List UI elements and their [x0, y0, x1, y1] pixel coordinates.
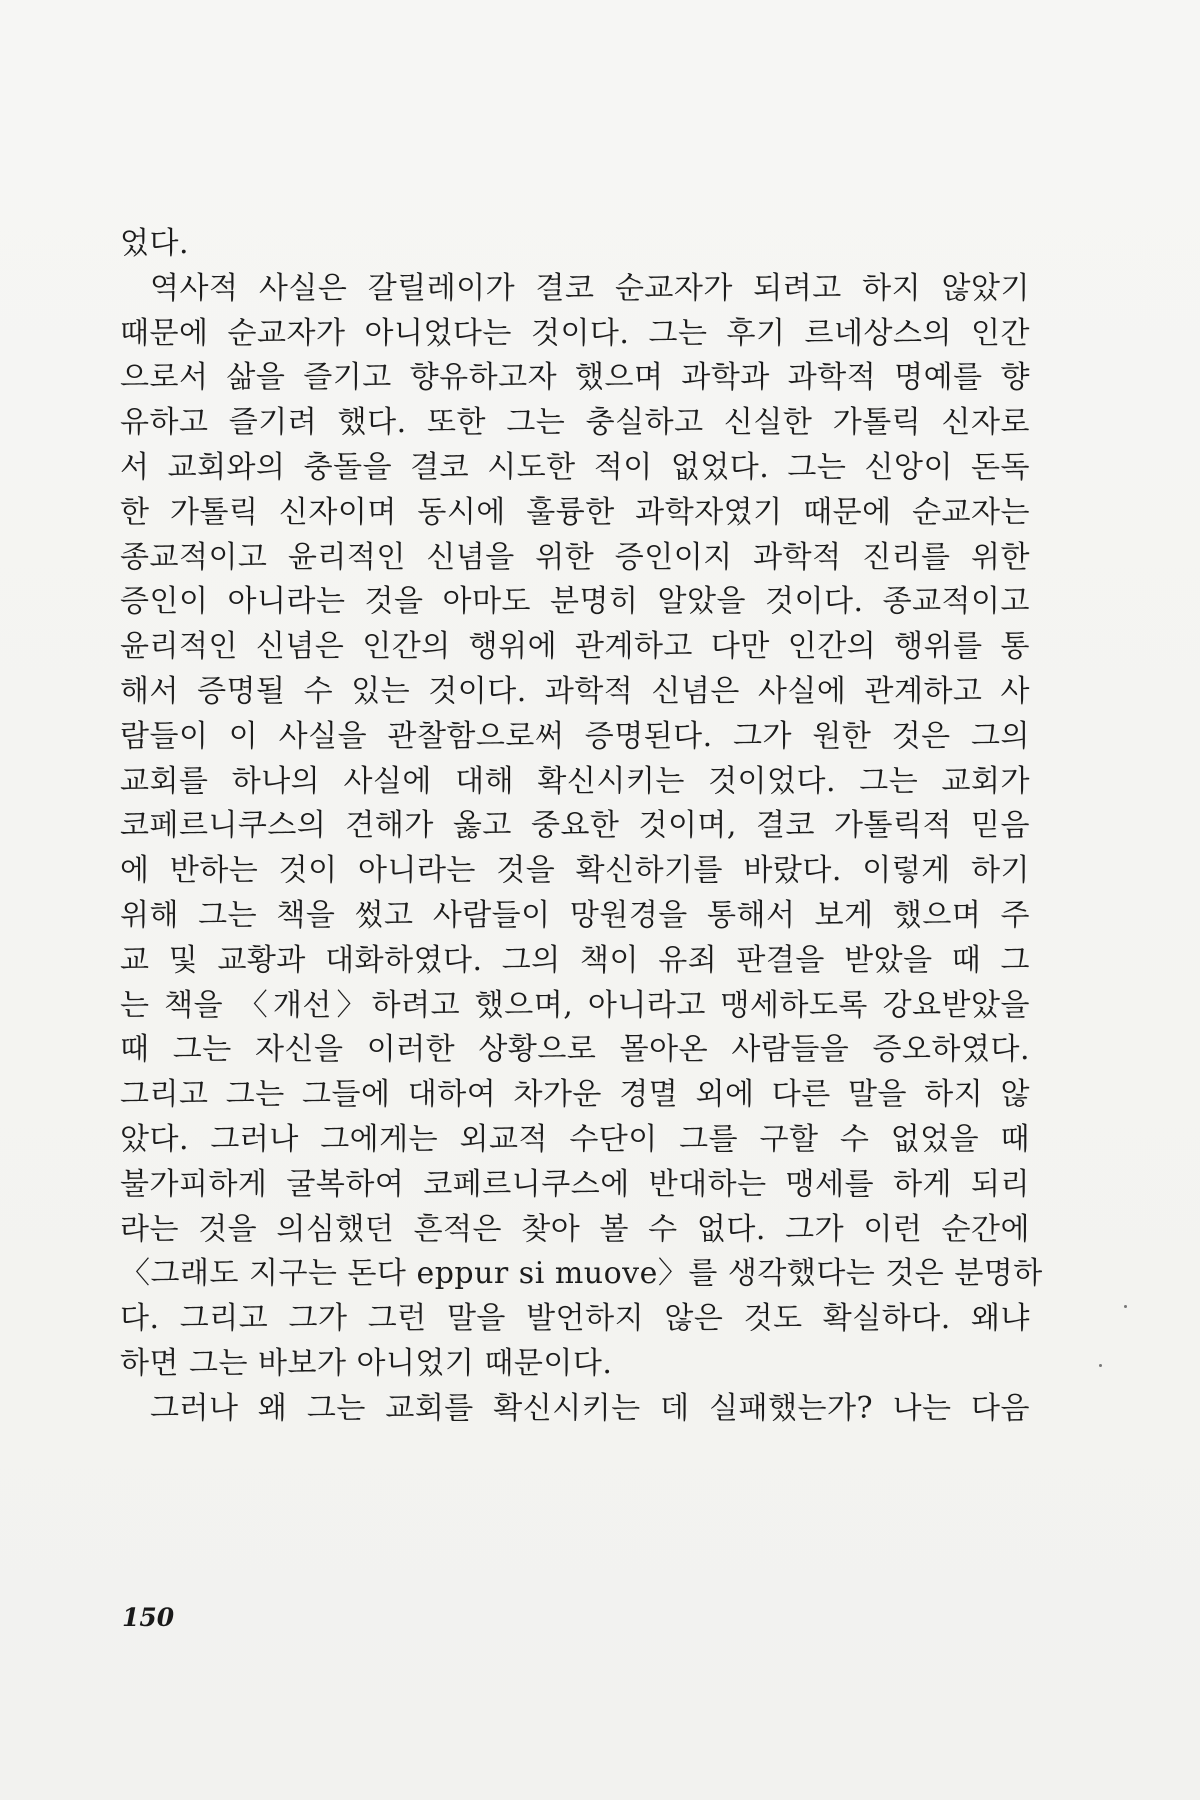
text-line: 증인이 아니라는 것을 아마도 분명히 알았을 것이다. 종교적이고 — [120, 584, 1030, 620]
text-line: 교 및 교황과 대화하였다. 그의 책이 유죄 판결을 받았을 때 그 — [120, 942, 1030, 978]
text-line: 으로서 삶을 즐기고 향유하고자 했으며 과학과 과학적 명예를 향 — [120, 360, 1030, 396]
text-line: 위해 그는 책을 썼고 사람들이 망원경을 통해서 보게 했으며 주 — [120, 897, 1030, 933]
text-line: 교회를 하나의 사실에 대해 확신시키는 것이었다. 그는 교회가 — [120, 763, 1030, 799]
text-line: 종교적이고 윤리적인 신념을 위한 증인이지 과학적 진리를 위한 — [120, 539, 1030, 575]
text-line: 한 가톨릭 신자이며 동시에 훌륭한 과학자였기 때문에 순교자는 — [120, 494, 1030, 530]
text-line: 불가피하게 굴복하여 코페르니쿠스에 반대하는 맹세를 하게 되리 — [120, 1166, 1030, 1202]
text-line: 에 반하는 것이 아니라는 것을 확신하기를 바랐다. 이렇게 하기 — [120, 853, 1030, 889]
text-line: 하면 그는 바보가 아니었기 때문이다. — [120, 1345, 613, 1381]
text-line: 는 책을 〈개선〉하려고 했으며, 아니라고 맹세하도록 강요받았을 — [120, 987, 1030, 1023]
scan-speck — [1099, 1364, 1102, 1367]
text-line: 코페르니쿠스의 견해가 옳고 중요한 것이며, 결코 가톨릭적 믿음 — [120, 808, 1030, 844]
text-line: 해서 증명될 수 있는 것이다. 과학적 신념은 사실에 관계하고 사 — [120, 673, 1030, 709]
text-line: 역사적 사실은 갈릴레이가 결코 순교자가 되려고 하지 않았기 — [150, 270, 1030, 306]
text-line: 유하고 즐기려 했다. 또한 그는 충실하고 신실한 가톨릭 신자로 — [120, 405, 1030, 441]
text-line: 그러나 왜 그는 교회를 확신시키는 데 실패했는가? 나는 다음 — [150, 1390, 1030, 1426]
scan-speck — [1124, 1305, 1127, 1308]
text-line: 았다. 그러나 그에게는 외교적 수단이 그를 구할 수 없었을 때 — [120, 1121, 1030, 1157]
text-line: 윤리적인 신념은 인간의 행위에 관계하고 다만 인간의 행위를 통 — [120, 629, 1030, 665]
text-line: 때 그는 자신을 이러한 상황으로 몰아온 사람들을 증오하였다. — [120, 1032, 1030, 1068]
text-line: 그리고 그는 그들에 대하여 차가운 경멸 외에 다른 말을 하지 않 — [120, 1077, 1030, 1113]
text-line: 람들이 이 사실을 관찰함으로써 증명된다. 그가 원한 것은 그의 — [120, 718, 1030, 754]
text-line: 서 교회와의 충돌을 결코 시도한 적이 없었다. 그는 신앙이 돈독 — [120, 449, 1030, 485]
text-line: 었다. — [120, 226, 189, 261]
text-line: 때문에 순교자가 아니었다는 것이다. 그는 후기 르네상스의 인간 — [120, 315, 1030, 351]
text-line: 〈그래도 지구는 돈다 eppur si muove〉를 생각했다는 것은 분명하 — [120, 1256, 1043, 1292]
page-number: 150 — [122, 1603, 175, 1632]
text-line: 다. 그리고 그가 그런 말을 발언하지 않은 것도 확실하다. 왜냐 — [120, 1301, 1030, 1337]
text-line: 라는 것을 의심했던 흔적은 찾아 볼 수 없다. 그가 이런 순간에 — [120, 1211, 1030, 1247]
body-text — [120, 222, 1043, 1432]
